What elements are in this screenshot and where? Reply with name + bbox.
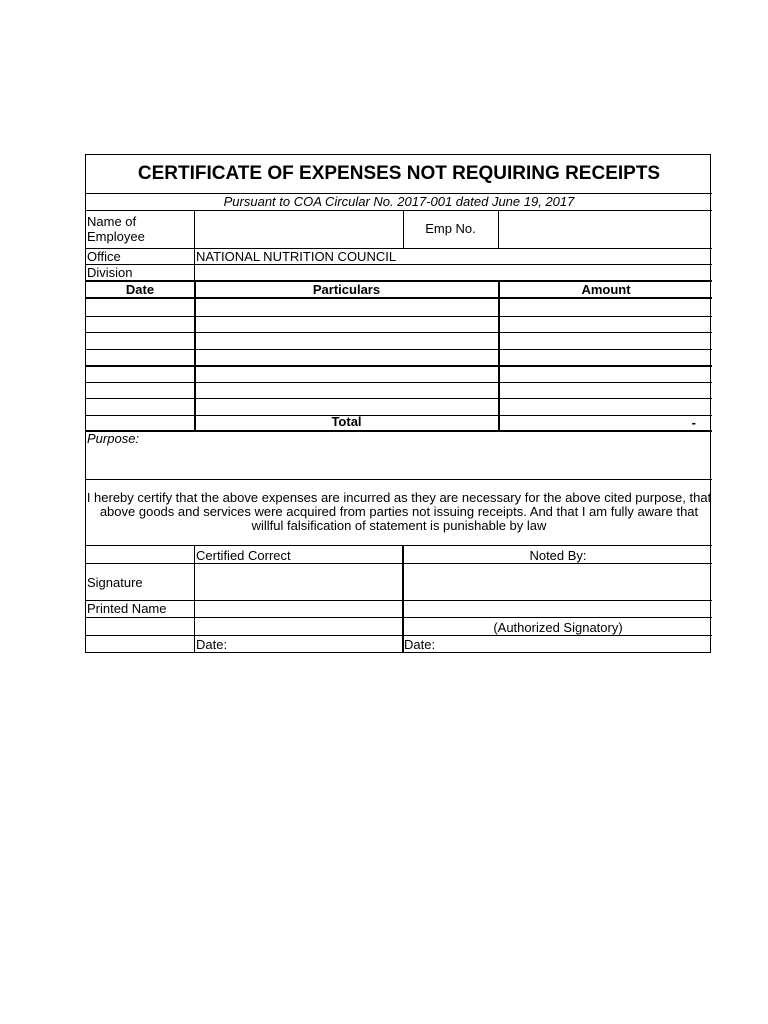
table-cell[interactable] — [501, 350, 709, 364]
signature-field-noted[interactable] — [405, 565, 709, 599]
division-field[interactable] — [196, 265, 706, 280]
name-label-line2: Employee — [87, 229, 145, 244]
table-cell[interactable] — [501, 383, 709, 397]
total-label: Total — [331, 414, 362, 429]
noted-by-label: Noted By: — [529, 548, 587, 563]
divider — [86, 545, 712, 546]
date-label-certified: Date: — [196, 637, 228, 652]
emp-no-label: Emp No. — [425, 221, 476, 236]
table-cell[interactable] — [87, 317, 193, 331]
divider — [86, 635, 712, 636]
name-of-employee-label — [87, 214, 145, 244]
divider — [194, 545, 195, 653]
table-cell[interactable] — [197, 350, 497, 364]
divider — [86, 297, 712, 299]
emp-no-field[interactable] — [501, 221, 709, 236]
column-header-amount: Amount — [581, 282, 631, 297]
divider — [86, 430, 712, 432]
office-label: Office — [87, 249, 121, 264]
employee-name-field[interactable] — [196, 221, 402, 236]
table-cell[interactable] — [87, 350, 193, 364]
signature-label: Signature — [87, 575, 143, 590]
office-value: NATIONAL NUTRITION COUNCIL — [196, 249, 397, 264]
divider — [86, 617, 712, 618]
divider — [194, 280, 196, 431]
printed-name-field-certified[interactable] — [196, 602, 401, 616]
printed-name-label: Printed Name — [87, 601, 167, 616]
authorized-signatory-label: (Authorized Signatory) — [493, 620, 623, 635]
table-cell[interactable] — [87, 366, 193, 380]
printed-name-field-noted[interactable] — [405, 602, 709, 616]
table-cell[interactable] — [501, 317, 709, 331]
signature-field-certified[interactable] — [196, 565, 401, 599]
table-cell[interactable] — [87, 383, 193, 397]
certification-statement: I hereby certify that the above expenses are incurred as they are necessary for the above cited purpose, that above goods and services were acquired from parties not issuing receipts. And that I am fully aware that willful falsification of statement is punishable by law — [86, 490, 712, 533]
divider — [86, 248, 712, 249]
divider — [498, 280, 500, 431]
table-cell[interactable] — [197, 300, 497, 314]
column-header-date: Date — [125, 282, 155, 297]
division-label: Division — [87, 265, 133, 280]
total-value: - — [691, 415, 696, 430]
table-cell[interactable] — [501, 366, 709, 380]
divider — [498, 210, 499, 248]
table-cell[interactable] — [197, 317, 497, 331]
table-cell[interactable] — [197, 366, 497, 380]
date-label-noted: Date: — [404, 637, 436, 652]
certified-correct-label: Certified Correct — [196, 548, 291, 563]
table-cell[interactable] — [501, 300, 709, 314]
divider — [86, 563, 712, 564]
divider — [194, 248, 195, 280]
divider — [403, 210, 404, 248]
table-cell[interactable] — [197, 399, 497, 413]
certificate-form — [85, 154, 711, 653]
table-cell[interactable] — [501, 333, 709, 347]
table-cell[interactable] — [87, 333, 193, 347]
divider — [86, 210, 712, 211]
table-cell[interactable] — [87, 300, 193, 314]
divider — [86, 479, 712, 480]
form-subtitle: Pursuant to COA Circular No. 2017-001 dated June 19, 2017 — [223, 194, 575, 209]
column-header-particulars: Particulars — [312, 282, 381, 297]
table-cell[interactable] — [87, 399, 193, 413]
divider — [194, 210, 195, 248]
divider — [402, 545, 404, 653]
purpose-field[interactable] — [87, 447, 707, 477]
name-label-line1: Name of — [87, 214, 137, 229]
table-cell[interactable] — [197, 333, 497, 347]
divider — [86, 600, 712, 601]
purpose-label: Purpose: — [87, 431, 140, 446]
form-title: CERTIFICATE OF EXPENSES NOT REQUIRING RECEIPTS — [137, 163, 661, 184]
table-cell[interactable] — [501, 399, 709, 413]
table-cell[interactable] — [197, 383, 497, 397]
